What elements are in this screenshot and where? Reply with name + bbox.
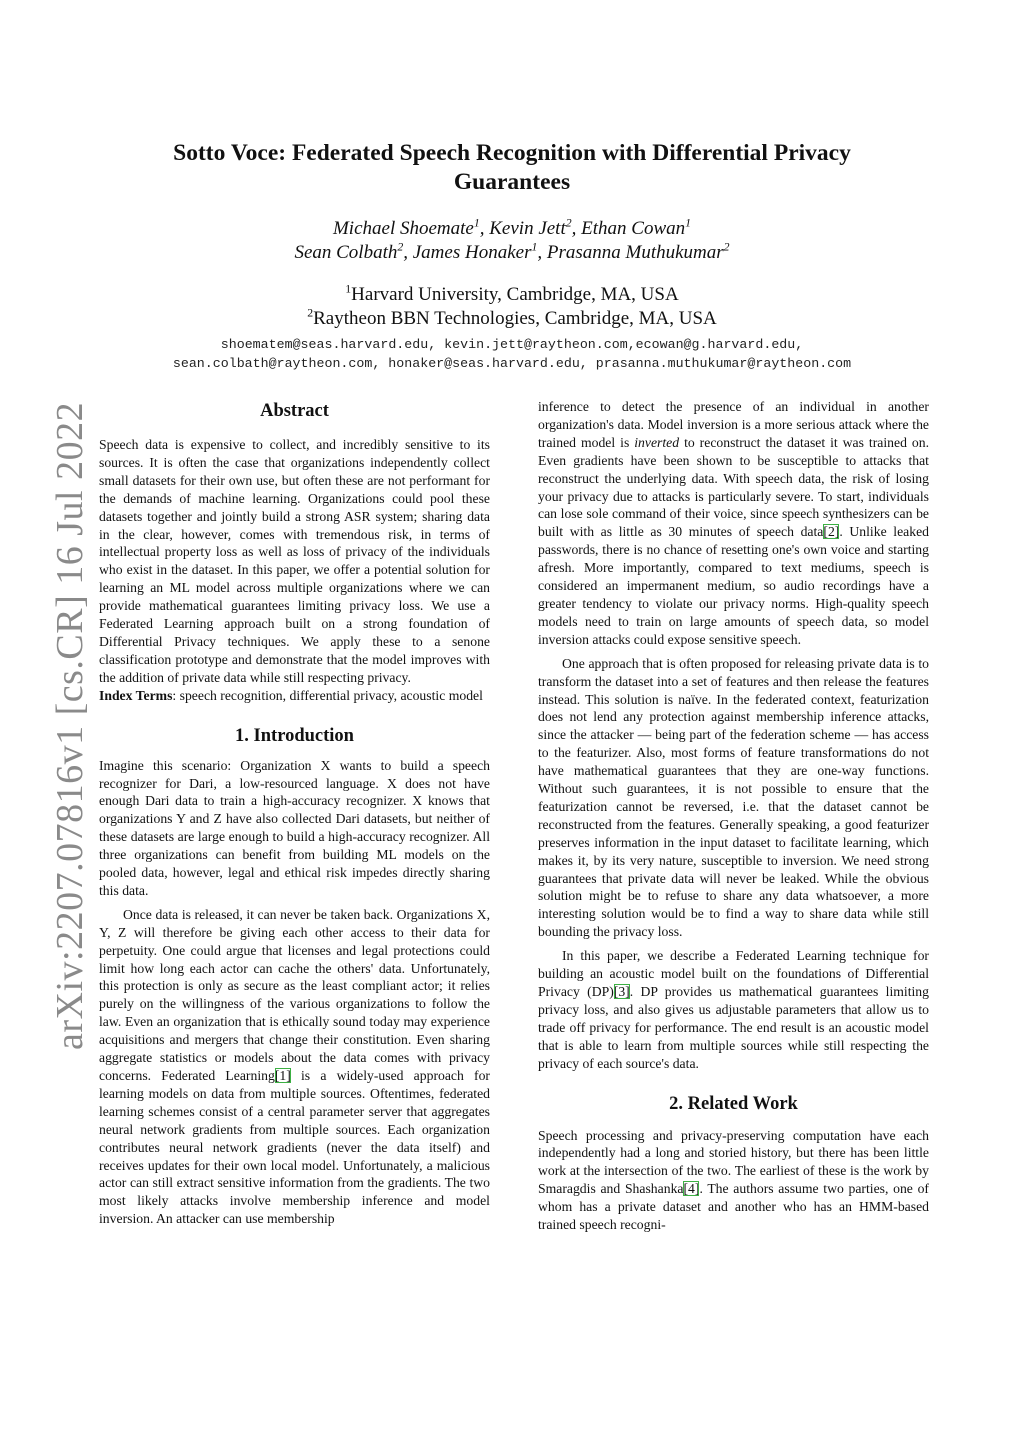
title-line-1: Sotto Voce: Federated Speech Recognition with Differential Privacy (173, 140, 851, 166)
index-terms (99, 687, 490, 705)
affiliation-list (120, 283, 904, 331)
paragraph-text: to reconstruct the dataset it was trained on. Even gradients have been shown to be susceptible to attacks that reconstruct the underlying data. With speech data, the risk of losing your privacy due to attacks is particularly severe. To start, individuals can lose sole command of their voice, since speech synthesizers can be built with as little as 30 minutes of speech data (538, 434, 930, 540)
affiliation-num: 2 (307, 306, 314, 320)
affiliation-num: 1 (345, 282, 352, 296)
author-affil-num: 1 (531, 240, 538, 254)
introduction-heading: 1. Introduction (235, 725, 354, 746)
paragraph-text: Speech processing and privacy-preserving computation have each independently had a long and storied history, but there has been little work at the intersection of the two. The earliest of these is the work by Smaragdis and Shashanka (538, 1127, 929, 1197)
title-line-2: Guarantees (453, 169, 571, 195)
email-list (80, 335, 944, 373)
paragraph-text: . Unlike leaked passwords, there is no chance of resetting one's own voice and starting afresh. More importantly, compared to text mediums, speech is considered an impermanent medium, so audio recordings have a greater tendency to violate our privacy norms. High-quality speech models need to train on large amounts of speech data, so model inversion attacks could expose sensitive speech. (538, 524, 929, 647)
intro-paragraph-3: One approach that is often proposed for releasing private data is to transform the dataset into a set of features and then release the features instead. This solution is naïve. In the federated context, featurization does not lend any protection against membership inference attacks, since the attacker — being part of the federation scheme — has access to the featurizer. Also, most forms of feature transformations do not have mathematical guarantees that they are one-way functions. Without such guarantees, it is not possible to ensure that the featurization cannot be reversed, i.e. that the dataset cannot be reconstructed from the features. Generally speaking, a good featurizer preserves information in the input dataset to facilitate learning, which makes it, by its very nature, susceptible to inversion. We need strong guarantees that private data will never be leaked. While the obvious solution might be to refuse to share any data whatsoever, a more interesting solution would be to find a way to share data while still bounding the privacy loss. (538, 655, 929, 940)
email-line-2: sean.colbath@raytheon.com, honaker@seas.harvard.edu, prasanna.muthukumar@raytheon.com (172, 356, 852, 371)
author-name: Ethan Cowan (581, 218, 686, 239)
paragraph-text: . The authors assume two parties, one of whom has a private dataset and another who has an HMM-based trained speech recogni- (538, 1181, 929, 1233)
author-name: James Honaker (412, 242, 532, 263)
citation-link[interactable]: [2] (823, 524, 840, 540)
related-work-paragraph-1 (538, 1127, 929, 1234)
affiliation (120, 283, 904, 307)
abstract-heading: Abstract (260, 401, 329, 421)
author-name: Prasanna Muthukumar (546, 242, 724, 263)
author-line-1: Michael Shoemate$^1$, Kevin Jett$^2$, Ethan Cowan$^1$ (332, 216, 692, 239)
author-list (120, 217, 904, 265)
intro-paragraph-2 (99, 906, 490, 1228)
paragraph-text: is a widely-used approach for learning models on data from multiple sources. Oftentimes, federated learning schemes consist of a central parameter server that aggregates neural network gradients from multiple sources. Each organization contributes neural network gradients (never the data itself) and receives updates for their own local model. Unfortunately, a malicious actor can still extract sensitive information from the gradients. The two most likely attacks involve membership inference and model inversion. An attacker can use membership (99, 1068, 490, 1227)
affiliation-text: Harvard University, Cambridge, MA, USA (351, 284, 679, 305)
index-terms-label: Index Terms (99, 687, 173, 703)
abstract-body: Speech data is expensive to collect, and incredibly sensitive to its sources. It is often the case that organizations independently collect small datasets for their own use, but often these are not performant for the demands of machine learning. Organizations could pool these datasets together and jointly build a strong ASR system; sharing data in the clear, however, comes with tremendous risk, in terms of intellectual property loss as well as loss of privacy of the individuals who exist in the dataset. In this paper, we offer a potential solution for learning an ML model across multiple organizations where we can provide mathematical guarantees limiting privacy loss. We use a Federated Learning approach built on a strong foundation of Differential Privacy techniques. We apply these to a senone classification prototype and demonstrate that the model improves with the addition of private data while still respecting privacy. (99, 437, 490, 685)
citation-link[interactable]: [4] (683, 1181, 700, 1197)
author-affil-num: 2 (723, 240, 730, 254)
affiliation (120, 307, 904, 331)
paragraph-text: Once data is released, it can never be taken back. Organizations X, Y, Z will therefore be giving each other access to their data for perpetuity. One could argue that licenses and legal protections could limit how long each actor can cache the others' data. Unfortunately, this protection is only as secure as the least compliant actor; it relies purely on the willingness of the various organizations to follow the law. Even an organization that is ethically sound today may experience acquisitions and mergers that change their constitution. Even sharing aggregate statistics or models about the data comes with privacy concerns. Federated Learning (99, 906, 490, 1083)
right-column (538, 398, 929, 1234)
related-work-heading: 2. Related Work (669, 1093, 798, 1114)
paper-title (120, 139, 904, 197)
arxiv-identifier-stamp: arXiv:2207.07816v1 [cs.CR] 16 Jul 2022 (49, 401, 91, 1050)
index-terms-text: : speech recognition, differential privacy, acoustic model (172, 687, 483, 703)
author-line-2: Sean Colbath$^2$, James Honaker$^1$, Prasanna Muthukumar$^2$ (294, 240, 730, 263)
intro-paragraph-4 (538, 947, 929, 1072)
author-affil-num: 1 (685, 216, 692, 230)
intro-paragraph-2-continued (538, 398, 929, 649)
citation-link[interactable]: [3] (613, 984, 630, 999)
paragraph-text: In this paper, we describe a Federated Learning technique for building an acoustic model built on the foundations of Differential Privacy (DP) (538, 948, 929, 999)
emphasis-text: inverted (634, 434, 680, 450)
paragraph-text: inference to detect the presence of an individual in another organization's data. Model inversion is a more serious attack where the trained model is (538, 399, 929, 450)
left-column (99, 398, 490, 1228)
author-name: Sean Colbath (294, 242, 398, 263)
author-name: Michael Shoemate (332, 218, 474, 239)
affiliation-text: Raytheon BBN Technologies, Cambridge, MA, USA (313, 308, 717, 329)
citation-link[interactable]: [1] (274, 1068, 291, 1083)
intro-paragraph-1: Imagine this scenario: Organization X wants to build a speech recognizer for Dari, a low-resourced language. X does not have enough Dari data to train a high-accuracy recognizer. X knows that organizations Y and Z have also collected Dari datasets, but neither of these datasets are large enough to build a high-accuracy recognizer. All three organizations can benefit from building ML models on the pooled data, however, legal and ethical risk impedes directly sharing this data. (99, 757, 490, 898)
author-name: Kevin Jett (489, 218, 566, 239)
email-line-1: shoematem@seas.harvard.edu, kevin.jett@raytheon.com,ecowan@g.harvard.edu, (220, 337, 804, 352)
author-affil-num: 2 (397, 240, 404, 254)
author-affil-num: 2 (565, 216, 572, 230)
paragraph-text: . DP provides us mathematical guarantees limiting privacy loss, and also gives us adjustable parameters that allow us to trade off privacy for performance. The end result is an acoustic model that is able to learn from multiple sources while still respecting the privacy of each source's data. (538, 984, 929, 1071)
author-affil-num: 1 (473, 216, 480, 230)
